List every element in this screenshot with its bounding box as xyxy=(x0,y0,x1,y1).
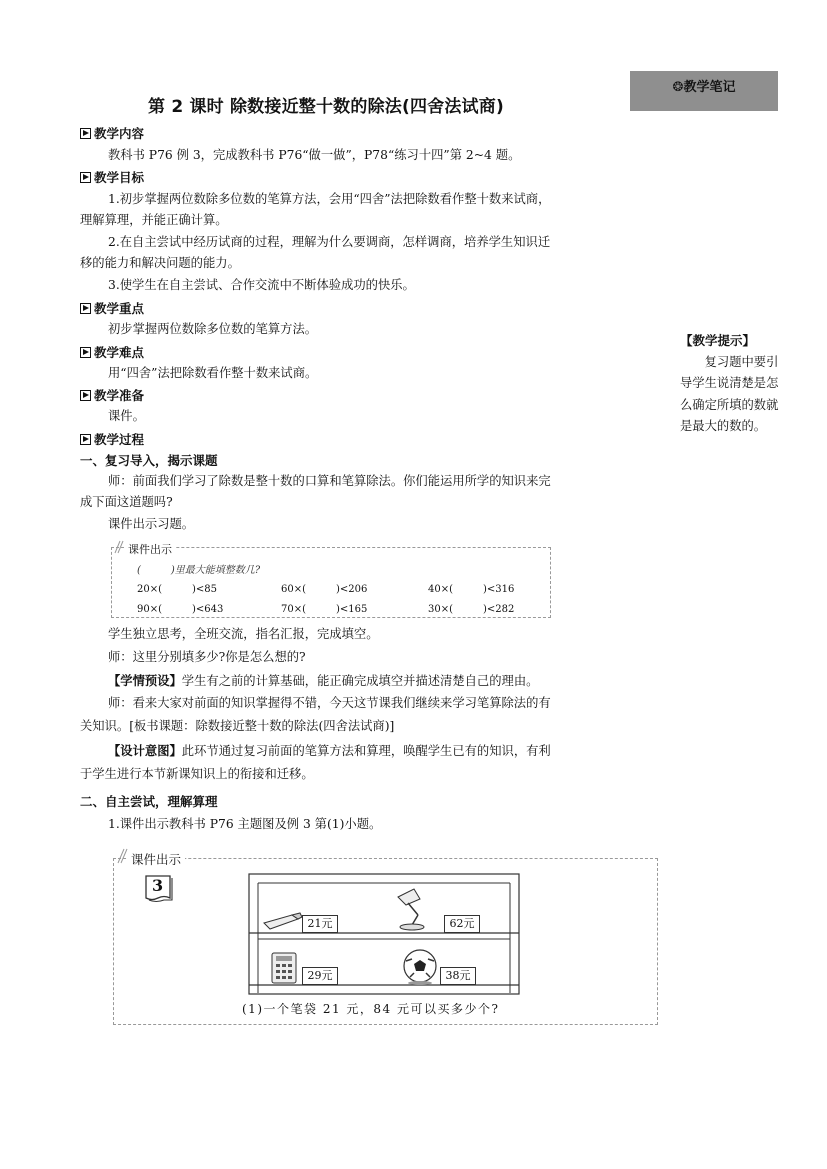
part-1-text-3: 学生独立思考，全班交流，指名汇报，完成填空。 xyxy=(108,627,379,641)
exercise-prompt: ( )里最大能填整数几? xyxy=(137,565,261,576)
part-1-text-2: 课件出示习题。 xyxy=(108,517,195,531)
exercise-box-tag: 课件出示 xyxy=(124,541,176,557)
prep-text: 课件。 xyxy=(108,409,145,423)
price-tag: 38元 xyxy=(440,967,476,985)
goal-1-line-2: 理解算理，并能正确计算。 xyxy=(80,213,228,227)
price-tag: 29元 xyxy=(302,967,338,985)
section-heading-key: 教学重点 xyxy=(80,299,144,317)
part-1-text-6a: 师：看来大家对前面的知识掌握得不错，今天这节课我们继续来学习笔算除法的有 xyxy=(108,696,551,710)
exercise-cell: 90×( )<643 xyxy=(137,604,224,615)
price-tag: 62元 xyxy=(444,915,480,933)
design-intent-1: 【设计意图】此环节通过复习前面的笔算方法和算理，唤醒学生已有的知识，有利 xyxy=(108,743,551,758)
design-intent-label: 【设计意图】 xyxy=(108,743,182,758)
example-box-tag: 课件出示 xyxy=(127,850,185,868)
pencil-case-icon xyxy=(264,913,302,929)
part-1-text-4: 师：这里分别填多少?你是怎么想的? xyxy=(108,650,306,664)
play-arrow-icon xyxy=(80,347,91,358)
learning-preview: 【学情预设】学生有之前的计算基础，能正确完成填空并描述清楚自己的理由。 xyxy=(108,673,539,688)
teaching-notes-tab: ❂教学笔记 xyxy=(630,71,778,111)
desk-lamp-icon xyxy=(398,889,424,930)
play-arrow-icon xyxy=(80,128,91,139)
soccer-ball-icon xyxy=(404,950,436,985)
design-intent-2: 于学生进行本节新课知识上的衔接和迁移。 xyxy=(80,767,314,781)
learning-preview-label: 【学情预设】 xyxy=(108,673,182,688)
part-1-text-1a: 师：前面我们学习了除数是整十数的口算和笔算除法。你们能运用所学的知识来完 xyxy=(108,474,551,488)
part-1-text-6b: 关知识。[板书课题：除数接近整十数的除法(四舍法试商)] xyxy=(80,719,395,733)
example-question: (1)一个笔袋 21 元，84 元可以买多少个? xyxy=(242,1002,500,1016)
part-2-heading: 二、自主尝试，理解算理 xyxy=(80,794,218,809)
example-number: 3 xyxy=(152,876,164,895)
section-heading-prep: 教学准备 xyxy=(80,386,144,404)
exercise-cell: 60×( )<206 xyxy=(281,584,368,595)
part-2-text-1: 1.课件出示教科书 P76 主题图及例 3 第(1)小题。 xyxy=(108,817,382,831)
shelf-illustration xyxy=(248,873,520,995)
exercise-cell: 70×( )<165 xyxy=(281,604,368,615)
teaching-tip-line: 导学生说清楚是怎 xyxy=(680,376,779,390)
play-arrow-icon xyxy=(80,172,91,183)
difficulty-text: 用“四舍”法把除数看作整十数来试商。 xyxy=(108,366,318,380)
exercise-cell: 30×( )<282 xyxy=(428,604,515,615)
play-arrow-icon xyxy=(80,303,91,314)
part-1-text-1b: 成下面这道题吗? xyxy=(80,495,173,509)
play-arrow-icon xyxy=(80,390,91,401)
calculator-icon xyxy=(272,953,296,983)
goal-1-line-1: 1.初步掌握两位数除多位数的笔算方法，会用“四舍”法把除数看作整十数来试商， xyxy=(108,192,551,206)
key-text: 初步掌握两位数除多位数的笔算方法。 xyxy=(108,322,318,336)
teaching-tip-line: 么确定所填的数就 xyxy=(680,398,779,412)
section-heading-process: 教学过程 xyxy=(80,430,144,448)
exercise-cell: 20×( )<85 xyxy=(137,584,218,595)
teaching-tip-line: 是最大的数的。 xyxy=(680,419,767,433)
section-heading-content: 教学内容 xyxy=(80,124,144,142)
teaching-tip-heading: 【教学提示】 xyxy=(680,333,756,348)
shelf-drawing xyxy=(248,873,520,995)
exercise-cell: 40×( )<316 xyxy=(428,584,515,595)
teaching-tip-line: 复习题中要引 xyxy=(680,355,779,369)
part-1-heading: 一、复习导入，揭示课题 xyxy=(80,453,218,468)
lesson-title: 第 2 课时 除数接近整十数的除法(四舍法试商) xyxy=(148,97,504,117)
example-number-badge xyxy=(144,873,174,903)
goal-2-line-2: 移的能力和解决问题的能力。 xyxy=(80,256,240,270)
goal-3: 3.使学生在自主尝试、合作交流中不断体验成功的快乐。 xyxy=(108,278,415,292)
section-heading-difficulty: 教学难点 xyxy=(80,343,144,361)
play-arrow-icon xyxy=(80,434,91,445)
content-text: 教科书 P76 例 3，完成教科书 P76“做一做”，P78“练习十四”第 2~4 题。 xyxy=(108,148,521,162)
price-tag: 21元 xyxy=(302,915,338,933)
section-heading-goals: 教学目标 xyxy=(80,168,144,186)
goal-2-line-1: 2.在自主尝试中经历试商的过程，理解为什么要调商，怎样调商，培养学生知识迁 xyxy=(108,235,551,249)
